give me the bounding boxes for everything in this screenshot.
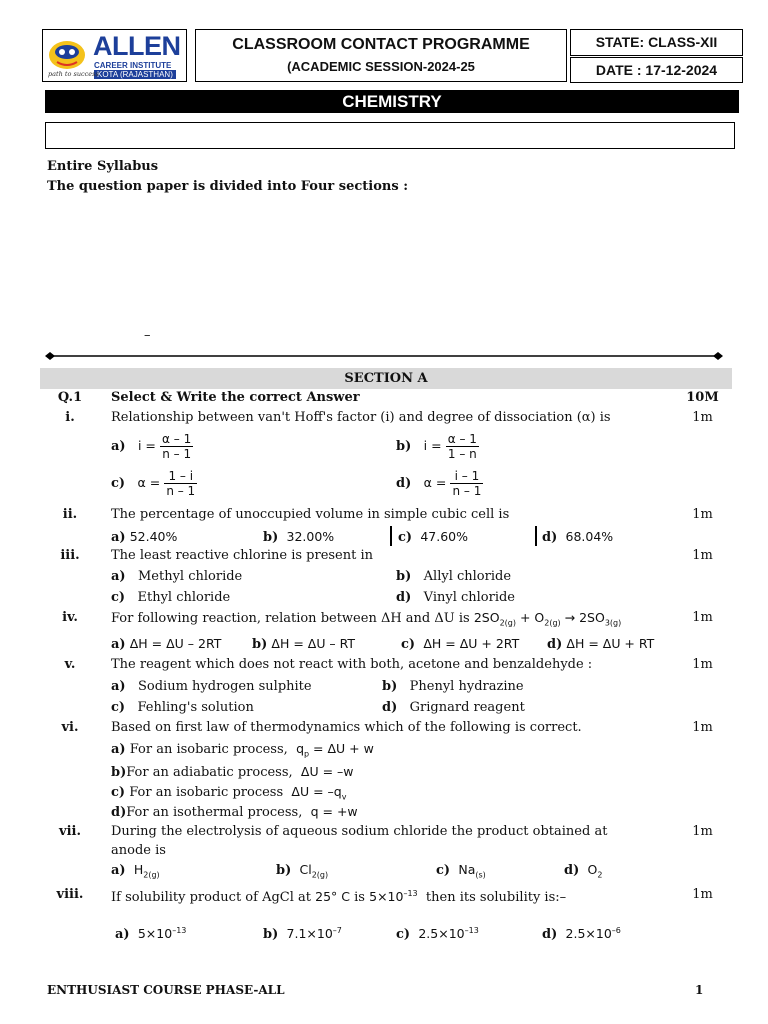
q-iv-marks: 1m — [692, 610, 713, 625]
q-v-option-b: b) Phenyl hydrazine — [382, 679, 524, 694]
state-box — [570, 29, 743, 56]
q-number: Q.1 — [57, 390, 83, 405]
q-ii-option-d: d) 68.04% — [542, 529, 614, 545]
q-ii-separator — [390, 526, 392, 546]
q-iii-marks: 1m — [692, 548, 713, 563]
q-vii-text: During the electrolysis of aqueous sodium chloride the product obtained at — [111, 824, 608, 839]
subject-title: CHEMISTRY — [45, 90, 739, 113]
q-iii-number: iii. — [60, 548, 80, 563]
q-vi-option-a: a) For an isobaric process, $q_p = \Delta U + w$ — [111, 741, 374, 759]
q-total-marks: 10M — [686, 390, 719, 405]
logo-line2: KOTA (RAJASTHAN) — [94, 70, 176, 79]
q-vii-text-cont: anode is — [111, 843, 166, 858]
date-box — [570, 57, 743, 83]
date-text: DATE : 17-12-2024 — [595, 62, 718, 78]
page-number: 1 — [695, 983, 704, 997]
session-text: (ACADEMIC SESSION-2024-25 — [287, 59, 475, 74]
q-iv-option-c: c) ΔH = ΔU + 2RT — [401, 636, 520, 652]
q-viii-number: viii. — [56, 887, 84, 902]
sections-line: The question paper is divided into Four sections : — [47, 179, 408, 194]
q-viii-option-c: c) $2.5\times 10^{-13}$ — [396, 926, 479, 943]
q-iv-option-b: b) ΔH = ΔU – RT — [252, 636, 356, 652]
q-vii-option-b: b) $Cl_{2(g)}$ — [276, 862, 329, 880]
q-viii-option-d: d) $2.5\times 10^{-6}$ — [542, 926, 621, 943]
logo-tagline: path to success — [48, 70, 99, 78]
q-iv-text: For following reaction, relation between ΔH and ΔU is $2SO_{2(g)} + O_{2(g)} \to 2SO_{3(g)}$ — [111, 610, 622, 628]
q-ii-number: ii. — [62, 507, 78, 522]
q-vii-number: vii. — [59, 824, 81, 839]
q-i-option-b: b) i = $\frac{\alpha - 1}{1 - n}$ — [396, 432, 477, 461]
q-viii-marks: 1m — [692, 887, 713, 902]
q-iii-text: The least reactive chlorine is present in — [111, 548, 374, 563]
q-vi-number: vi. — [61, 720, 79, 735]
q-i-option-a: a) i = $\frac{\alpha - 1}{n - 1}$ — [111, 432, 192, 461]
q-vii-option-a: a) $H_{2(g)}$ — [111, 862, 160, 880]
q-i-marks: 1m — [692, 410, 713, 425]
q-i-option-d: d) α = $\frac{i - 1}{n - 1}$ — [396, 469, 482, 498]
q-iii-option-c: c) Ethyl chloride — [111, 590, 231, 605]
q-iii-option-d: d) Vinyl chloride — [396, 590, 516, 605]
syllabus-line: Entire Syllabus — [47, 159, 159, 174]
logo-line1: CAREER INSTITUTE — [94, 61, 172, 70]
q-vi-marks: 1m — [692, 720, 713, 735]
allen-logo — [42, 29, 187, 82]
q-viii-option-b: b) $7.1\times 10^{-7}$ — [263, 926, 342, 943]
q-ii-separator — [535, 526, 537, 546]
blank-box — [45, 122, 735, 149]
q-ii-option-a: a) 52.40% — [111, 529, 178, 545]
q-iv-reaction: $2SO_{2(g)} + O_{2(g)} \to 2SO_{3(g)}$ — [473, 610, 622, 628]
q-vi-option-c: c) For an isobaric process $\Delta U = -q_v$ — [111, 784, 347, 802]
q-i-text: Relationship between van't Hoff's factor (i) and degree of dissociation (α) is — [111, 410, 611, 425]
q-ii-marks: 1m — [692, 507, 713, 522]
programme-title: CLASSROOM CONTACT PROGRAMME — [232, 36, 530, 53]
q-iv-option-a: a) ΔH = ΔU – 2RT — [111, 636, 222, 652]
q-i-option-c: c) α = $\frac{1 - i}{n - 1}$ — [111, 469, 196, 498]
q-iii-option-b: b) Allyl chloride — [396, 569, 512, 584]
q-iv-option-d: d) ΔH = ΔU + RT — [547, 636, 655, 652]
section-divider — [45, 350, 723, 362]
footer-course: ENTHUSIAST COURSE PHASE-ALL — [47, 983, 285, 997]
q-v-option-c: c) Fehling's solution — [111, 700, 254, 715]
q-v-number: v. — [64, 657, 76, 672]
q-viii-option-a: a) $5\times 10^{-13}$ — [115, 926, 187, 943]
section-a-title: SECTION A — [40, 368, 732, 389]
q-vi-option-b: b)For an adiabatic process, ΔU = –w — [111, 764, 354, 780]
q-viii-text: If solubility product of AgCl at 25° C is $5\times 10^{-13}$ then its solubility is:– — [111, 889, 567, 906]
q-vi-text: Based on first law of thermodynamics which of the following is correct. — [111, 720, 582, 735]
q-v-text: The reagent which does not react with both, acetone and benzaldehyde : — [111, 657, 593, 672]
q-vii-marks: 1m — [692, 824, 713, 839]
q-ii-option-c: c) 47.60% — [398, 529, 469, 545]
q-iv-number: iv. — [62, 610, 78, 625]
dash-mark: – — [144, 328, 151, 343]
q-ii-text: The percentage of unoccupied volume in simple cubic cell is — [111, 507, 510, 522]
q-vii-option-d: d) $O_2$ — [564, 862, 603, 880]
logo-brand-text: ALLEN — [93, 31, 181, 61]
logo-emblem-icon — [47, 35, 87, 75]
q-instruction: Select & Write the correct Answer — [111, 390, 360, 405]
q-i-number: i. — [65, 410, 75, 425]
q-v-option-d: d) Grignard reagent — [382, 700, 525, 715]
state-text: STATE: CLASS-XII — [595, 34, 718, 50]
q-v-option-a: a) Sodium hydrogen sulphite — [111, 679, 312, 694]
q-ii-option-b: b) 32.00% — [263, 529, 335, 545]
q-vii-option-c: c) $Na_{(s)}$ — [436, 862, 486, 880]
title-box — [195, 29, 567, 82]
q-iii-option-a: a) Methyl chloride — [111, 569, 243, 584]
q-vi-option-d: d)For an isothermal process, q = +w — [111, 804, 358, 820]
q-v-marks: 1m — [692, 657, 713, 672]
